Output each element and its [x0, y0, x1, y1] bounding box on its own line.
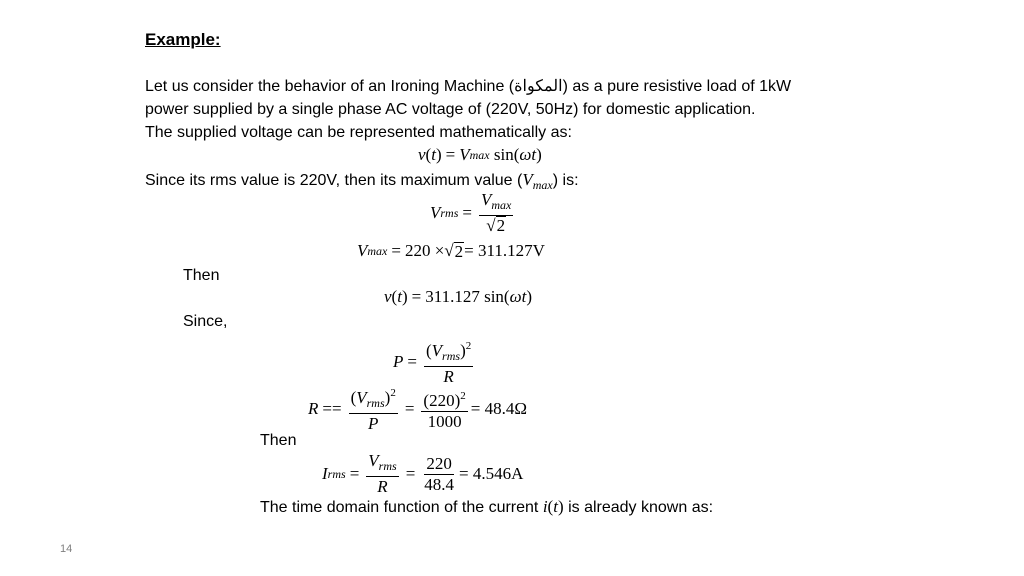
equation-vmax: V max = 220 × √ 2 = 311.127V [357, 241, 545, 261]
resistance-result: = 48.4Ω [470, 398, 527, 418]
power-fraction: $\frac{(V_{rms})^2}{R}$ [424, 336, 473, 387]
time-domain-end: is already known as: [563, 499, 714, 516]
then-label-1: Then [183, 267, 220, 284]
intro-line-1-end: ) as a pure resistive load of 1kW [562, 78, 792, 95]
intro-line-1-start: Let us consider the behavior of an Ironing Machine ( [145, 78, 515, 95]
intro-line-3: The supplied voltage can be represented mathematically as: [145, 124, 572, 141]
i-num: 220 [426, 453, 452, 473]
since-label: Since, [183, 313, 228, 330]
rms-sentence-start: Since its rms value is 220V, then its maximum value ( [145, 172, 523, 189]
time-domain-start: The time domain function of the current [260, 499, 543, 516]
rms-sentence: Since its rms value is 220V, then its maximum value $(V_{max})$ is: [145, 170, 579, 193]
equation-vrms: V rms = $V_{max}$ √ 2 [430, 190, 512, 235]
i-den: 48.4 [424, 474, 455, 494]
current-fraction-2 [422, 454, 456, 495]
equation-power: P = $\frac{(V_{rms})^2}{R}$ [393, 336, 476, 387]
vt2-rhs: 311.127 sin( [425, 287, 510, 306]
p-value: 1000 [427, 411, 462, 431]
equation-voltage-time: v ( t ) = V max sin( ωt ) [418, 145, 542, 164]
vmax-value: 220 × [404, 241, 445, 260]
eq-sin: sin( [493, 145, 520, 164]
resistance-fraction-1: $\frac{(V_{rms})^2}{P}$ [349, 383, 398, 434]
p-power-paren: (220) [423, 390, 461, 410]
current-fraction-1: $\frac{V_{rms}}{R}$ [368, 451, 397, 496]
equation-voltage-numeric: v ( t ) = 311.127 sin( ωt ) [384, 287, 532, 306]
intro-line-1 [145, 77, 791, 97]
then-label-2: Then [260, 432, 297, 449]
equation-resistance: R == $\frac{(V_{rms})^2}{P}$ = $\frac{(220)^2}{1000}$ = 48.4Ω [308, 383, 527, 434]
vrms-fraction: $V_{max}$ √ 2 [481, 190, 512, 235]
vmax-result: = 311.127V [464, 241, 545, 260]
example-heading: Example: [145, 30, 221, 49]
resistance-fraction-2: $\frac{(220)^2}{1000}$ [421, 386, 467, 432]
current-result: = 4.546A [459, 464, 524, 483]
intro-line-2: power supplied by a single phase AC voltage of (220V, 50Hz) for domestic application. [145, 101, 756, 118]
arabic-word-ironing: المكواة [514, 78, 563, 95]
page-number: 14 [60, 543, 73, 555]
time-domain-sentence: The time domain function of the current i(t) is already known as: [260, 497, 714, 516]
rms-sentence-end: ) is: [552, 172, 579, 189]
equation-current: I rms = $\frac{V_{rms}}{R}$ = $\frac{220}{48.4}$ = 4.546A [322, 451, 524, 496]
